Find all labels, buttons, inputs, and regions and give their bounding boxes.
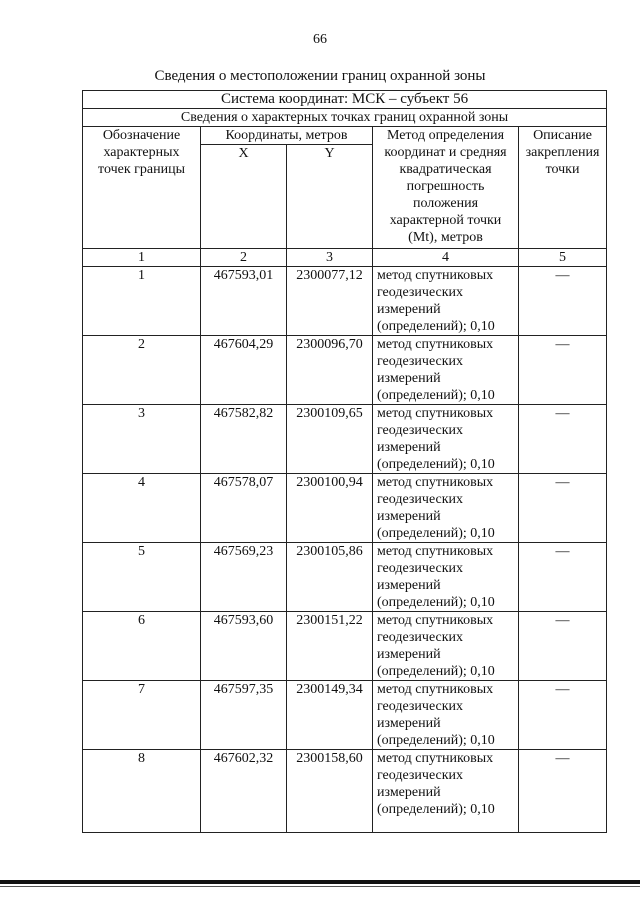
table-row [83,750,607,833]
point-cell: 6 [83,612,201,681]
column-number: 3 [287,249,373,267]
method-cell: метод спутниковых геодезических измерений (определений); 0,10 [373,267,519,336]
x-coordinate-cell: 467593,60 [201,612,287,681]
table-row [83,474,607,543]
x-coordinate-cell: 467602,32 [201,750,287,833]
page-number: 66 [313,32,327,47]
table-row [83,612,607,681]
x-coordinate-cell: 467569,23 [201,543,287,612]
point-cell: 4 [83,474,201,543]
y-coordinate-cell: 2300096,70 [287,336,373,405]
y-coordinate-cell: 2300109,65 [287,405,373,474]
table-row [83,681,607,750]
point-cell: 2 [83,336,201,405]
point-cell: 3 [83,405,201,474]
x-coordinate-cell: 467582,82 [201,405,287,474]
y-coordinate-cell: 2300077,12 [287,267,373,336]
point-cell: 1 [83,267,201,336]
table-row [83,405,607,474]
point-cell: 7 [83,681,201,750]
method-cell: метод спутниковых геодезических измерений (определений); 0,10 [373,612,519,681]
description-cell: — [519,405,607,474]
bottom-rule-thin [0,886,640,887]
y-coordinate-cell: 2300158,60 [287,750,373,833]
column-number: 1 [83,249,201,267]
description-cell: — [519,681,607,750]
description-cell: — [519,750,607,833]
y-coordinate-cell: 2300151,22 [287,612,373,681]
info-row-label: Сведения о характерных точках границ охранной зоны [83,109,607,127]
description-cell: — [519,336,607,405]
method-cell: метод спутниковых геодезических измерений (определений); 0,10 [373,336,519,405]
description-cell: — [519,267,607,336]
header-coordinates: Координаты, метров [201,127,373,145]
header-method: Метод определения координат и средняя квадратическая погрешность положения характерной точки (Mt), метров [373,127,519,249]
header-x: X [201,145,287,249]
table-row [83,336,607,405]
y-coordinate-cell: 2300149,34 [287,681,373,750]
point-cell: 5 [83,543,201,612]
header-designation: Обозначение характерных точек границы [83,127,201,249]
description-cell: — [519,612,607,681]
header-description: Описание закрепления точки [519,127,607,249]
column-numbers-row [83,249,607,267]
table-row [83,543,607,612]
method-cell: метод спутниковых геодезических измерений (определений); 0,10 [373,405,519,474]
y-coordinate-cell: 2300105,86 [287,543,373,612]
method-cell: метод спутниковых геодезических измерений (определений); 0,10 [373,750,519,833]
info-row [83,109,607,127]
point-cell: 8 [83,750,201,833]
bottom-rule [0,880,640,884]
coordinate-system-row [83,91,607,109]
method-cell: метод спутниковых геодезических измерений (определений); 0,10 [373,681,519,750]
x-coordinate-cell: 467578,07 [201,474,287,543]
coordinates-table [82,90,607,833]
header-row [83,127,607,145]
method-cell: метод спутниковых геодезических измерений (определений); 0,10 [373,474,519,543]
table-row [83,267,607,336]
x-coordinate-cell: 467597,35 [201,681,287,750]
coordinate-system-label: Система координат: МСК – субъект 56 [83,91,607,109]
x-coordinate-cell: 467604,29 [201,336,287,405]
document-title: Сведения о местоположении границ охранной зоны [154,68,486,84]
column-number: 4 [373,249,519,267]
header-y: Y [287,145,373,249]
x-coordinate-cell: 467593,01 [201,267,287,336]
description-cell: — [519,474,607,543]
y-coordinate-cell: 2300100,94 [287,474,373,543]
description-cell: — [519,543,607,612]
method-cell: метод спутниковых геодезических измерений (определений); 0,10 [373,543,519,612]
column-number: 2 [201,249,287,267]
column-number: 5 [519,249,607,267]
